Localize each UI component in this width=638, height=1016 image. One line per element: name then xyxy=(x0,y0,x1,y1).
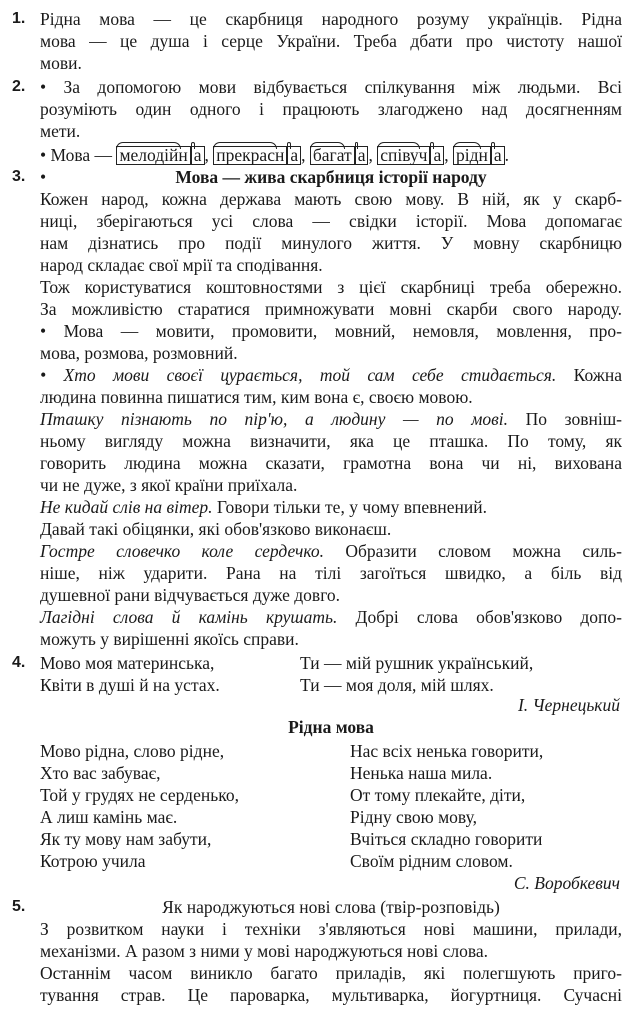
author-signature: І. Чернецький xyxy=(517,695,620,715)
poem-1-line: Ти — мій рушник український, xyxy=(300,653,534,673)
poem-2-line: Нас всіх ненька говорити, xyxy=(350,741,544,761)
task-3-bullet: • xyxy=(40,167,47,187)
task-5-line: З розвитком науки і техніки з'являються нові машини, прилади, xyxy=(40,919,622,939)
word-stem-box: прекрасн xyxy=(213,146,287,165)
proverb: • Хто мови своєї цурається, той сам себе стидається. xyxy=(40,365,557,385)
task-3-number: 3. xyxy=(12,168,26,185)
task-3-line: можуть у вирішенні якоїсь справи. xyxy=(40,629,299,649)
poem-2-line: От тому плекайте, діти, xyxy=(350,785,526,805)
poem-2-line: Мово рідна, слово рідне, xyxy=(40,741,225,761)
proverb-paragraph: Гостре словечко коле сердечко. Образити словом можна силь- xyxy=(40,541,622,561)
proverb: Гостре словечко коле сердечко. xyxy=(40,541,325,561)
proverb-paragraph: • Хто мови своєї цурається, той сам себе стидається. Кожна xyxy=(40,365,622,385)
poem-2-line: Своїм рідним словом. xyxy=(350,851,513,871)
task-3-line: • Мова — мовити, промовити, мовний, немовля, мовлення, про- xyxy=(40,321,622,341)
task-3-line: мова, розмова, розмовний. xyxy=(40,343,238,363)
word-stem-box: співуч xyxy=(377,146,430,165)
task-3-line: людина повинна пишатися тим, ким вона є, своєю мовою. xyxy=(40,387,473,407)
task-3-line: Давай такі обіцянки, які обов'язково виконаєш. xyxy=(40,519,392,539)
task-2-number: 2. xyxy=(12,78,26,95)
poem-2-line: Хто вас забуває, xyxy=(40,763,161,783)
word-stem-box: мелодійн xyxy=(116,146,190,165)
word-stem-box: рідн xyxy=(453,146,491,165)
task-3-line: За можливістю старатися примножувати мовні скарби свого народу. xyxy=(40,299,622,319)
task-2-line: • За допомогою мови відбувається спілкування між людьми. Всі xyxy=(40,77,622,97)
word-stem-box: багат xyxy=(310,146,355,165)
task-5-line: тування страв. Це пароварка, мультиварка, йогуртниця. Сучасні xyxy=(40,985,622,1005)
task-3-title: Мова — жива скарбниця історії народу xyxy=(175,167,487,187)
task-4-number: 4. xyxy=(12,654,26,671)
task-3-line: нам дізнатись про події минулого життя. У мовну скарбницю xyxy=(40,233,622,253)
task-1-number: 1. xyxy=(12,10,26,27)
word-ending-box: а xyxy=(355,146,369,165)
task-1-line: мови. xyxy=(40,53,82,73)
task-5-line: Останнім часом виникло багато приладів, які полегшують приго- xyxy=(40,963,622,983)
poem-2-line: А лиш камінь має. xyxy=(40,807,178,827)
task-5-number: 5. xyxy=(12,898,26,915)
task-3-line: Кожен народ, кожна держава мають свою мову. В ній, як у скарб- xyxy=(40,189,622,209)
poem-1-line: Ти — моя доля, мій шлях. xyxy=(300,675,494,695)
task-2-line: розуміють один одного і працюють злагоджено над досягненням xyxy=(40,99,622,119)
task-3-line: ньому вигляду можна визначити, яка це пташка. По тому, як xyxy=(40,431,622,451)
word-parsing-line: • Мова — мелодійн а , прекрасн а , багат а , співуч а , рідн а . xyxy=(40,145,510,165)
poem-2-title: Рідна мова xyxy=(288,717,374,737)
poem-2-line: Той у грудях не серденько, xyxy=(40,785,239,805)
proverb-paragraph: Не кидай слів на вітер. Говори тільки те, у чому впевнений. xyxy=(40,497,488,517)
proverb: Лагідні слова й камінь крушать. xyxy=(40,607,338,627)
task-5-title: Як народжуються нові слова (твір-розповідь) xyxy=(162,897,500,917)
task-3-line: ніше, ніж ударити. Рана на тілі загоїться швидко, а біль від xyxy=(40,563,622,583)
word-ending-box: а xyxy=(191,146,205,165)
task-1-line: мова — це душа і серце України. Треба дбати про чистоту нашої xyxy=(40,31,622,51)
task-3-line: Тож користуватися коштовностями з цієї скарбниці треба обережно. xyxy=(40,277,622,297)
poem-2-line: Рідну свою мову, xyxy=(350,807,477,827)
task-3-line: ниці, зберігаються усі слова — свідки історії. Мова допомагає xyxy=(40,211,622,231)
proverb: Не кидай слів на вітер. xyxy=(40,497,213,517)
task-3-line: чи не дуже, з якої країни приїхала. xyxy=(40,475,298,495)
task-3-line: говорить людина можна сказати, грамотна вона чи ні, вихована xyxy=(40,453,622,473)
task-2-line: мети. xyxy=(40,121,81,141)
proverb-paragraph: Лагідні слова й камінь крушать. Добрі слова обов'язково допо- xyxy=(40,607,622,627)
task-1-line: Рідна мова — це скарбниця народного розуму українців. Рідна xyxy=(40,9,622,29)
task-5-line: механізми. А разом з ними у мові народжуються нові слова. xyxy=(40,941,489,961)
poem-1-line: Квіти в душі й на устах. xyxy=(40,675,220,695)
word-ending-box: а xyxy=(287,146,301,165)
proverb-paragraph: Пташку пізнають по пір'ю, а людину — по мові. По зовніш- xyxy=(40,409,622,429)
task-3-line: душевної рани відчувається дуже довго. xyxy=(40,585,341,605)
author-signature: С. Воробкевич xyxy=(513,873,620,893)
poem-2-line: Вчіться складно говорити xyxy=(350,829,543,849)
proverb: Пташку пізнають по пір'ю, а людину — по мові. xyxy=(40,409,509,429)
word-ending-box: а xyxy=(430,146,444,165)
poem-2-line: Котрою учила xyxy=(40,851,146,871)
word-ending-box: а xyxy=(491,146,505,165)
poem-2-line: Ненька наша мила. xyxy=(350,763,493,783)
task-3-line: народ складає свої мрії та сподівання. xyxy=(40,255,323,275)
poem-2-line: Як ту мову нам забути, xyxy=(40,829,212,849)
poem-1-line: Мово моя материнська, xyxy=(40,653,215,673)
mova-prefix: • Мова — xyxy=(40,145,113,165)
